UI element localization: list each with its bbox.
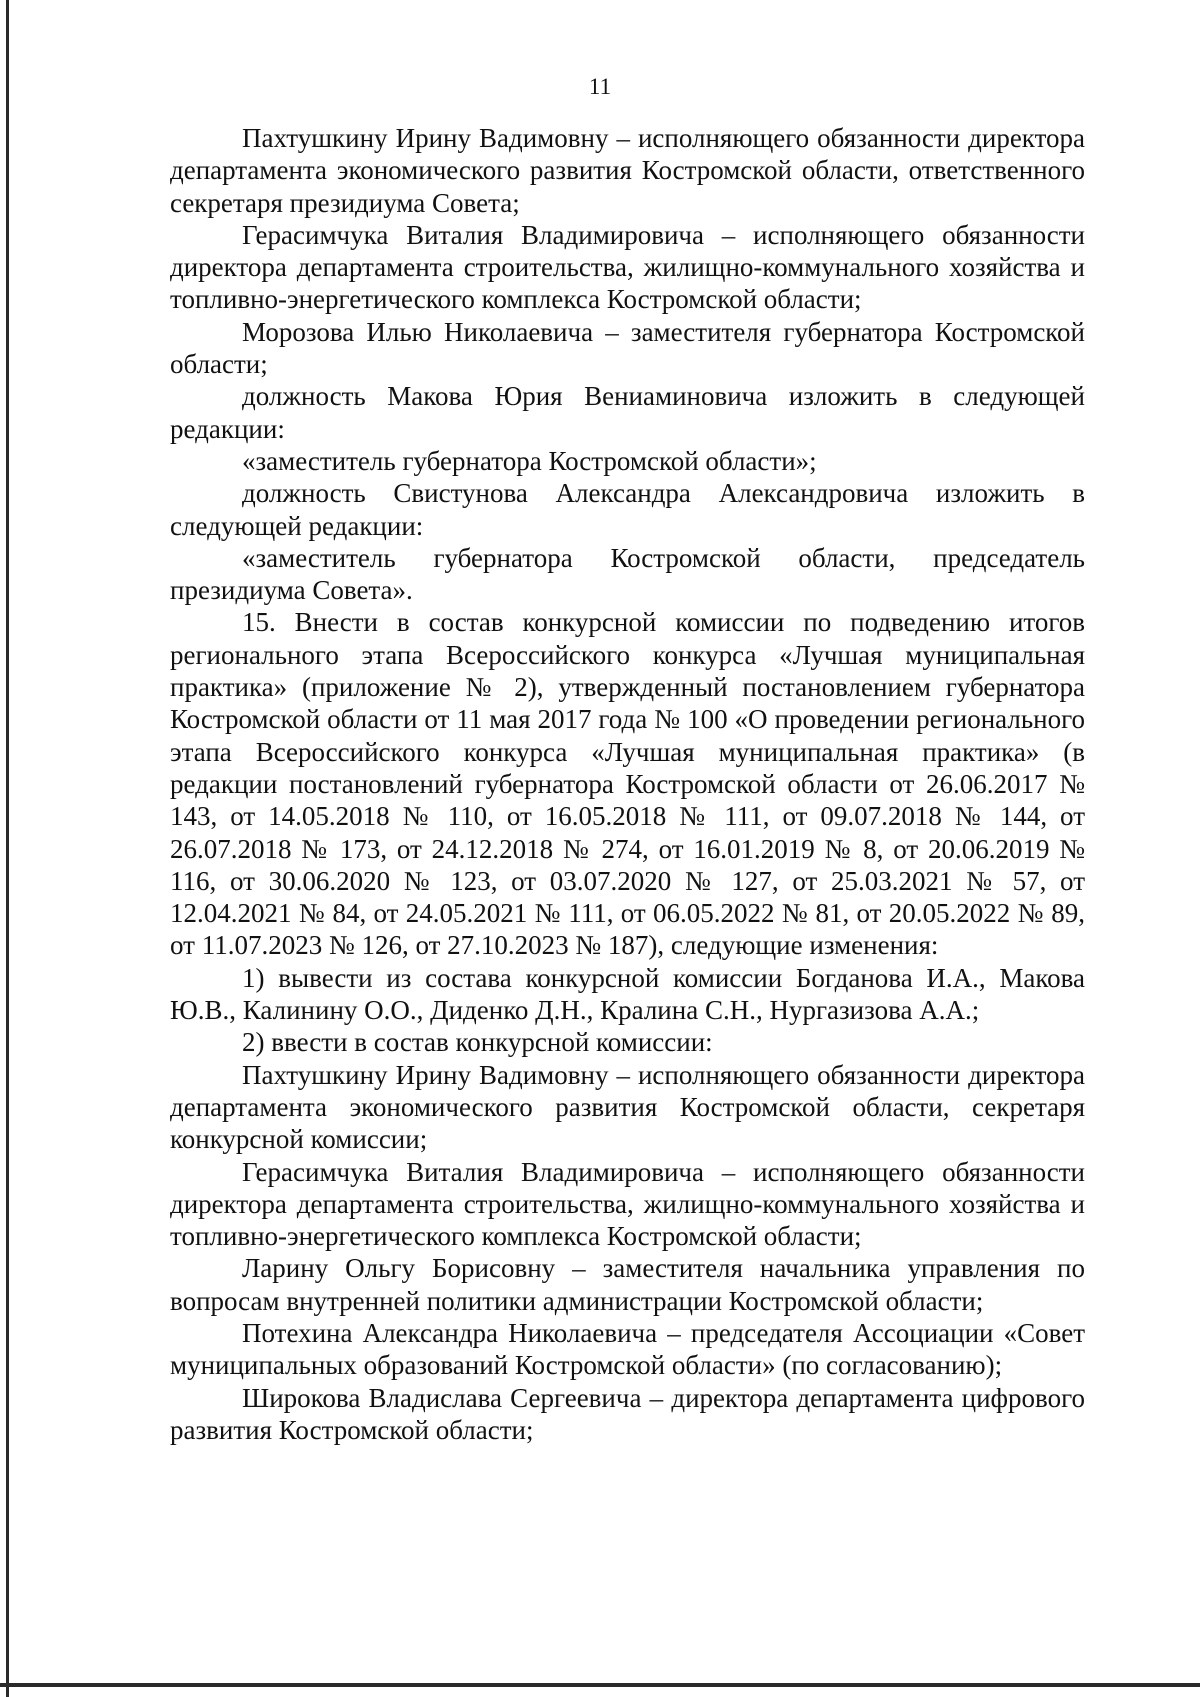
paragraph-shirokov: Широкова Владислава Сергеевича – директора департамента цифрового развития Костромской области; bbox=[170, 1382, 1085, 1445]
paragraph-morozov: Морозова Илью Николаевича – заместителя губернатора Костромской области; bbox=[170, 316, 1085, 380]
paragraph-svistunov-new-title: «заместитель губернатора Костромской области, председатель президиума Совета». bbox=[170, 542, 1085, 606]
paragraph-makov-new-title: «заместитель губернатора Костромской области»; bbox=[242, 445, 817, 476]
paragraph-gerasimchuk-council: Герасимчука Виталия Владимировича – исполняющего обязанности директора департамента строительства, жилищно-коммунального хозяйства и топливно-энергетического комплекса Костромской области; bbox=[170, 219, 1085, 315]
paragraph-makov-position: должность Макова Юрия Вениаминовича изложить в следующей редакции: bbox=[170, 381, 1085, 444]
paragraph-pakhtushkina-commission: Пахтушкину Ирину Вадимовну – исполняющего обязанности директора департамента экономического развития Костромской области, секретаря конкурсной комиссии; bbox=[170, 1059, 1085, 1155]
page-number: 11 bbox=[588, 74, 612, 99]
paragraph-svistunov-position: должность Свистунова Александра Александровича изложить в следующей редакции: bbox=[170, 478, 1085, 541]
paragraph-pakhtushkina-council: Пахтушкину Ирину Вадимовну – исполняющего обязанности директора департамента экономического развития Костромской области, ответственного секретаря президиума Совета; bbox=[170, 123, 1085, 218]
scan-border-bottom bbox=[0, 1683, 1200, 1687]
document-body bbox=[170, 122, 1085, 1446]
paragraph-add-members: 2) ввести в состав конкурсной комиссии: bbox=[242, 1027, 713, 1058]
paragraph-gerasimchuk-commission: Герасимчука Виталия Владимировича – исполняющего обязанности директора департамента строительства, жилищно-коммунального хозяйства и топливно-энергетического комплекса Костромской области; bbox=[170, 1156, 1085, 1252]
paragraph-remove-members: 1) вывести из состава конкурсной комиссии Богданова И.А., Макова Ю.В., Калинину О.О., Диденко Д.Н., Кралина С.Н., Нургазизова А.А.; bbox=[170, 962, 1085, 1026]
paragraph-item-15: 15. Внести в состав конкурсной комиссии по подведению итогов регионального этапа Всероссийского конкурса «Лучшая муниципальная практика» (приложение № 2), утвержденный постановлением губернатора Костромской области от 11 мая 2017 года № 100 «О проведении регионального этапа Всероссийского конкурса «Лучшая муниципальная практика» (в редакции постановлений губернатора Костромской области от 26.06.2017 № 143, от 14.05.2018 № 110, от 16.05.2018 № 111, от 09.07.2018 № 144, от 26.07.2018 № 173, от 24.12.2018 № 274, от 16.01.2019 № 8, от 20.06.2019 № 116, от 30.06.2020 № 123, от 03.07.2020 № 127, от 25.03.2021 № 57, от 12.04.2021 № 84, от 24.05.2021 № 111, от 06.05.2022 № 81, от 20.05.2022 № 89, от 11.07.2023 № 126, от 27.10.2023 № 187), следующие изменения: bbox=[170, 607, 1085, 961]
scan-border-left bbox=[6, 0, 9, 1697]
paragraph-potekhin: Потехина Александра Николаевича – председателя Ассоциации «Совет муниципальных образований Костромской области» (по согласованию); bbox=[170, 1317, 1085, 1381]
paragraph-larina: Ларину Ольгу Борисовну – заместителя начальника управления по вопросам внутренней политики администрации Костромской области; bbox=[170, 1253, 1085, 1316]
